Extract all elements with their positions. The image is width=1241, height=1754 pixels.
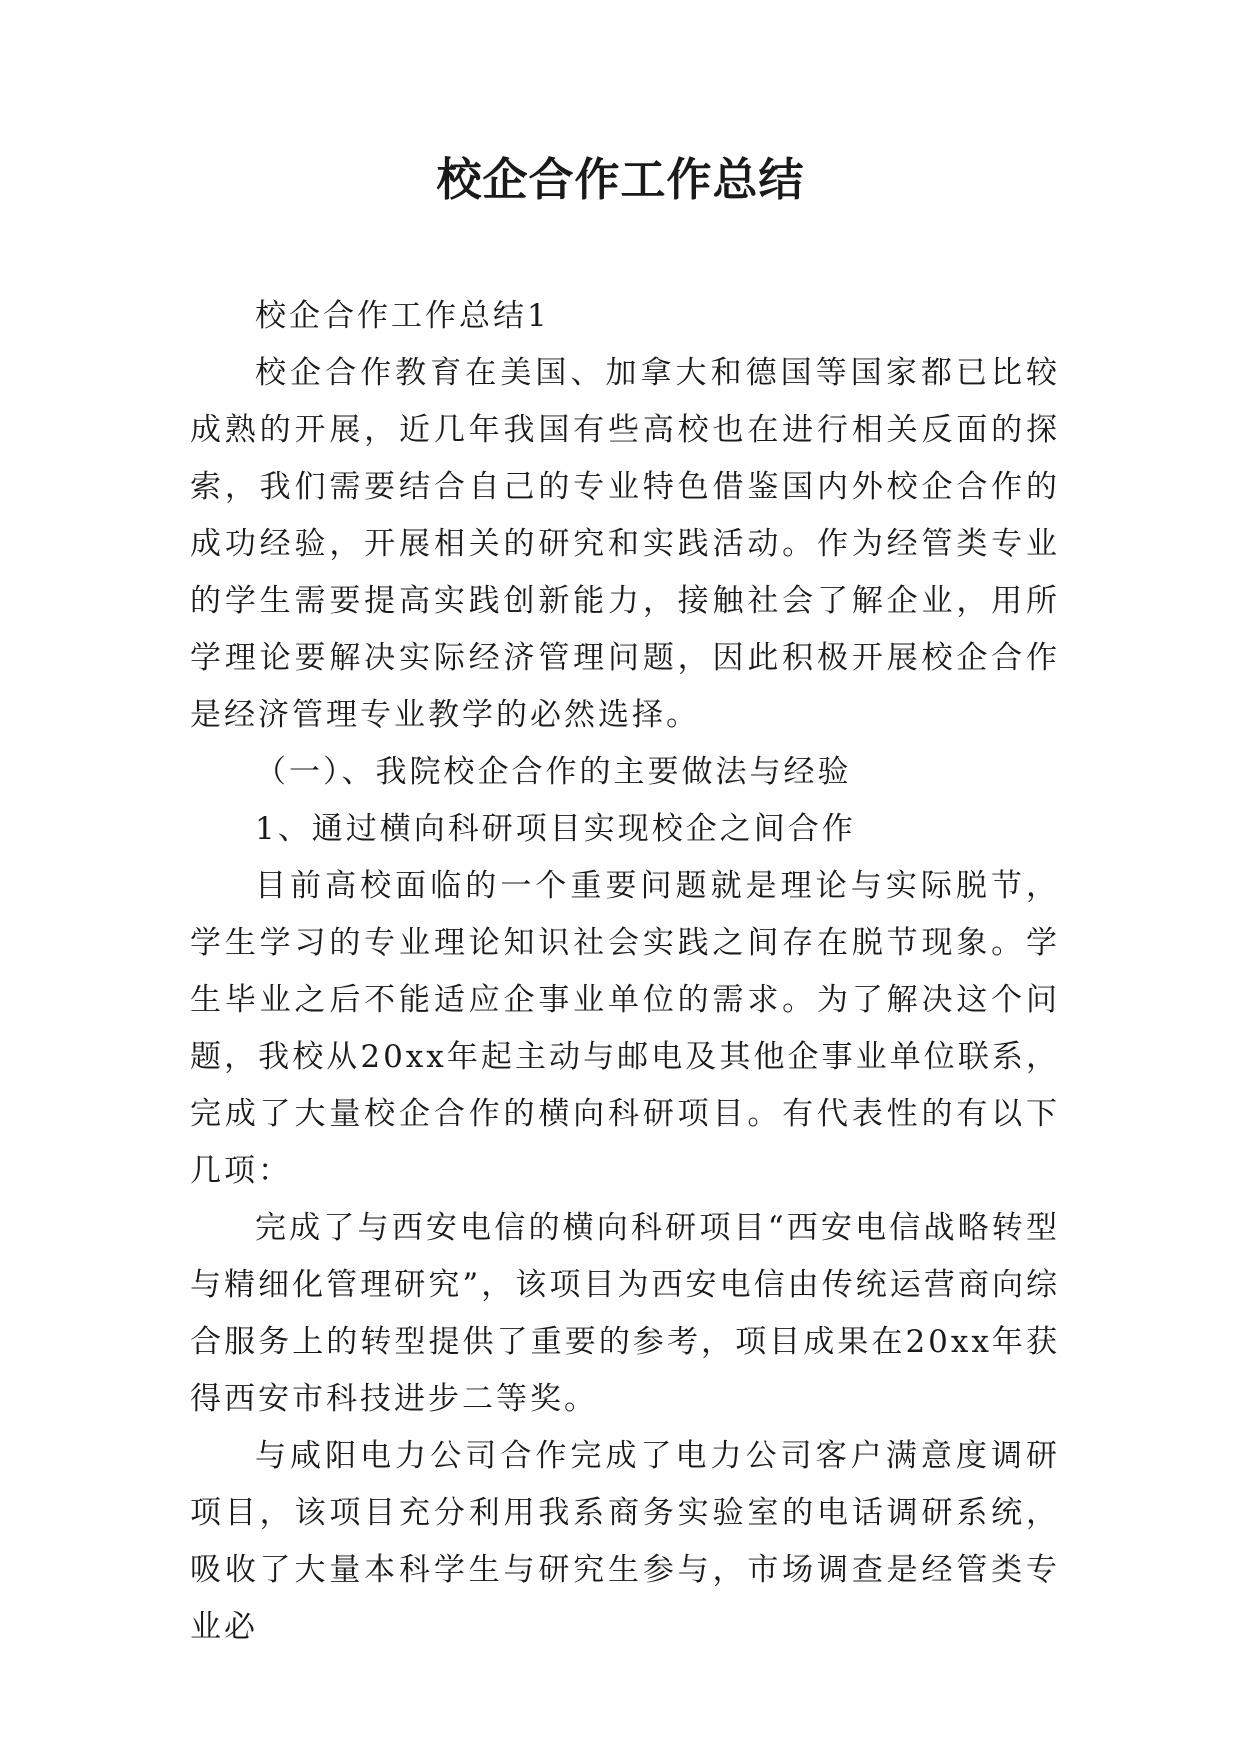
document-title: 校企合作工作总结 [436, 153, 805, 206]
paragraph: 校企合作教育在美国、加拿大和德国等国家都已比较成熟的开展，近几年我国有些高校也在进行相关反面的探索，我们需要结合自己的专业特色借鉴国内外校企合作的成功经验，开展相关的研究和实践活动。作为经管类专业的学生需要提高实践创新能力，接触社会了解企业，用所学理论要解决实际经济管理问题，因此积极开展校企合作是经济管理专业教学的必然选择。 [190, 355, 1060, 733]
paragraph: 与咸阳电力公司合作完成了电力公司客户满意度调研项目，该项目充分利用我系商务实验室的电话调研系统，吸收了大量本科学生与研究生参与，市场调查是经管类专业必 [190, 1438, 1060, 1645]
subsection-heading: 1、通过横向科研项目实现校企之间合作 [255, 811, 856, 847]
paragraph: 目前高校面临的一个重要问题就是理论与实际脱节，学生学习的专业理论知识社会实践之间存在脱节现象。学生毕业之后不能适应企事业单位的需求。为了解决这个问题，我校从20xx年起主动与邮电及其他企事业单位联系，完成了大量校企合作的横向科研项目。有代表性的有以下几项： [190, 868, 1060, 1189]
section-heading: 校企合作工作总结1 [255, 298, 550, 334]
document-body [190, 288, 1060, 1656]
paragraph: 完成了与西安电信的横向科研项目“西安电信战略转型与精细化管理研究”，该项目为西安电信由传统运营商向综合服务上的转型提供了重要的参考，项目成果在20xx年获得西安市科技进步二等奖。 [190, 1210, 1060, 1417]
subsection-heading: （一）、我院校企合作的主要做法与经验 [255, 754, 852, 790]
